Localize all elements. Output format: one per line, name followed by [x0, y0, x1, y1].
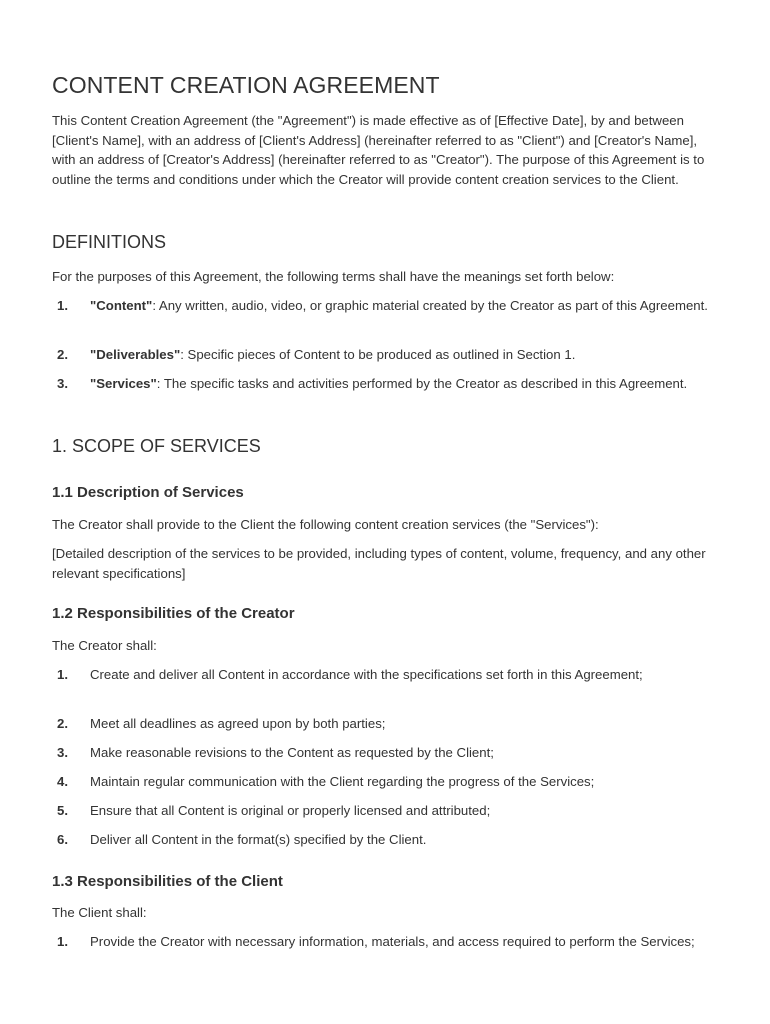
list-text: Meet all deadlines as agreed upon by both parties; [90, 716, 386, 731]
list-item [52, 830, 720, 850]
section-1-1-lead: The Creator shall provide to the Client the following content creation services (the "Services"): [52, 517, 599, 532]
section-1-heading: 1. SCOPE OF SERVICES [52, 436, 261, 456]
list-text: Make reasonable revisions to the Content as requested by the Client; [90, 745, 494, 760]
list-text: Provide the Creator with necessary information, materials, and access required to perform the Services; [90, 934, 695, 949]
section-1-2-lead: The Creator shall: [52, 638, 157, 653]
list-item [52, 772, 720, 792]
definition-text: : The specific tasks and activities performed by the Creator as described in this Agreement. [156, 376, 688, 391]
list-text: Deliver all Content in the format(s) specified by the Client. [90, 832, 427, 847]
list-number: 2. [57, 347, 68, 362]
definition-text: : Specific pieces of Content to be produced as outlined in Section 1. [180, 347, 576, 362]
list-item [52, 665, 720, 685]
section-1-2-heading: 1.2 Responsibilities of the Creator [52, 605, 295, 622]
list-item [52, 714, 720, 734]
section-1-1-heading: 1.1 Description of Services [52, 484, 244, 501]
definitions-lead: For the purposes of this Agreement, the following terms shall have the meanings set forth below: [52, 269, 615, 284]
definition-item [52, 296, 720, 316]
definition-term: "Content" [90, 298, 153, 313]
section-1-3-lead: The Client shall: [52, 905, 147, 920]
list-text: Create and deliver all Content in accordance with the specifications set forth in this Agreement; [90, 667, 643, 682]
list-number: 4. [57, 774, 68, 789]
list-text: Maintain regular communication with the Client regarding the progress of the Services; [90, 774, 595, 789]
document-title: CONTENT CREATION AGREEMENT [52, 72, 440, 98]
section-1-3-heading: 1.3 Responsibilities of the Client [52, 873, 283, 890]
definition-item [52, 345, 720, 365]
list-number: 3. [57, 376, 68, 391]
definition-term: "Services" [90, 376, 157, 391]
list-item [52, 801, 720, 821]
definitions-heading: DEFINITIONS [52, 232, 167, 252]
intro-paragraph: This Content Creation Agreement (the "Agreement") is made effective as of [Effective Date], by and between [Client's Name], with an address of [Client's Address] (hereinafter referred to as "Client") and [Creator's Name], with an address of [Creator's Address] (hereinafter referred to as "Creator"). The purpose of this Agreement is to outline the terms and conditions under which the Creator will provide content creation services to the Client. [52, 113, 705, 187]
definition-term: "Deliverables" [90, 347, 181, 362]
list-number: 6. [57, 832, 68, 847]
definition-item [52, 374, 720, 394]
list-item [52, 743, 720, 763]
list-number: 3. [57, 745, 68, 760]
list-text: Ensure that all Content is original or properly licensed and attributed; [90, 803, 491, 818]
list-number: 1. [57, 934, 68, 949]
list-number: 2. [57, 716, 68, 731]
list-number: 1. [57, 667, 68, 682]
list-number: 5. [57, 803, 68, 818]
section-1-1-detail: [Detailed description of the services to be provided, including types of content, volume, frequency, and any other relevant specifications] [52, 546, 706, 581]
list-item [52, 932, 720, 952]
list-number: 1. [57, 298, 68, 313]
definition-text: : Any written, audio, video, or graphic material created by the Creator as part of this Agreement. [152, 298, 708, 313]
